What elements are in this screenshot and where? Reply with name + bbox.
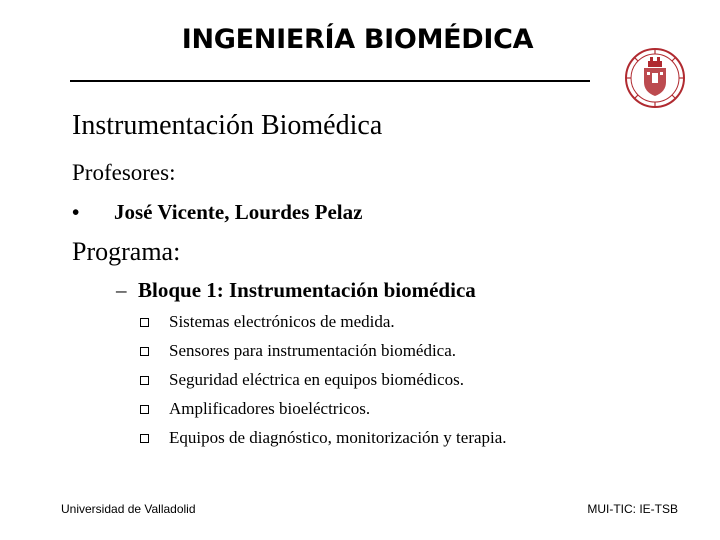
block-title: Bloque 1: Instrumentación biomédica [138,278,476,302]
square-bullet-icon [140,376,149,385]
list-item-text: Equipos de diagnóstico, monitorización y terapia. [169,428,507,447]
title-divider [70,80,590,82]
list-item [140,425,507,454]
professors-names: José Vicente, Lourdes Pelaz [114,200,363,224]
list-item-text: Seguridad eléctrica en equipos biomédicos. [169,370,465,389]
course-title: Instrumentación Biomédica [72,110,383,141]
square-bullet-icon [140,318,149,327]
list-item [140,396,507,425]
list-item-text: Amplificadores bioeléctricos. [169,399,371,418]
footer-course-code: MUI-TIC: IE-TSB [587,502,678,516]
list-item-text: Sistemas electrónicos de medida. [169,312,395,331]
program-items-list [140,309,507,454]
square-bullet-icon [140,347,149,356]
list-item [140,309,507,338]
slide-title: INGENIERÍA BIOMÉDICA [181,24,534,55]
list-item-text: Sensores para instrumentación biomédica. [169,341,457,360]
list-item [140,367,507,396]
block-heading [116,278,476,303]
dash-marker: – [116,278,127,302]
square-bullet-icon [140,405,149,414]
square-bullet-icon [140,434,149,443]
list-item [140,338,507,367]
professors-label: Profesores: [72,160,176,185]
program-label: Programa: [72,237,181,266]
footer-university: Universidad de Valladolid [61,502,196,516]
bullet-marker: • [72,200,80,224]
professors-line [72,200,362,225]
university-seal-icon [624,46,686,110]
